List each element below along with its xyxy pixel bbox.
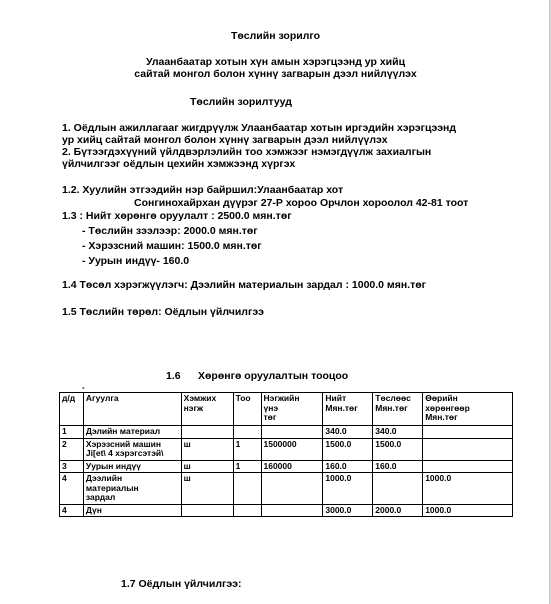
table-header-cell: Нэгжийн үнэ төг	[261, 393, 323, 426]
table-cell: 340.0	[373, 426, 423, 439]
table-cell: ш	[181, 460, 233, 473]
table-cell: ш	[181, 473, 233, 505]
table-cell: 2000.0	[373, 504, 423, 517]
table-row	[60, 426, 513, 439]
location-line-2: Сонгинохайрхан дүүрэг 27-Р хороо Орчлон хороолол 42-81 тоот	[134, 197, 469, 209]
table-cell: Дэлийн материал	[83, 426, 181, 439]
table-cell: 1500.0	[373, 438, 423, 460]
table-cell	[423, 460, 513, 473]
table-cell: 3000.0	[323, 504, 373, 517]
table-cell: ш	[181, 438, 233, 460]
table-cell: Дүн	[83, 504, 181, 517]
task2-line-2: үйлчилгээг оёдлын цехийн хэмжээнд хүргэх	[62, 158, 296, 170]
table-body	[60, 426, 513, 517]
section-1-7: 1.7 Оёдлын үйлчилгээ:	[121, 578, 242, 590]
table-cell: 2	[60, 438, 84, 460]
section-1-5: 1.5 Төслийн төрөл: Оёдлын үйлчилгээ	[62, 306, 264, 318]
table-cell: 1000.0	[323, 473, 373, 505]
table-header-cell: Хэмжих нэгж	[181, 393, 233, 426]
table-cell	[233, 473, 261, 505]
table-cell: 4	[60, 504, 84, 517]
table-cell: 4	[60, 473, 84, 505]
table-cell	[233, 426, 261, 439]
table-cell: 1500000	[261, 438, 323, 460]
table-cell	[261, 473, 323, 505]
table-row	[60, 473, 513, 505]
table-cell	[261, 504, 323, 517]
table-cell: 160.0	[323, 460, 373, 473]
table-cell: Хэрэзсний машин Ji[et\ 4 хэрэгсэтэй\	[83, 438, 181, 460]
goal-line-1: Улаанбаатар хотын хүн амын хэрэгцээнд ур хийц	[145, 56, 406, 68]
table-cell: 1500.0	[323, 438, 373, 460]
table-cell: 160000	[261, 460, 323, 473]
task1-line-1: 1. Оёдлын ажиллагааг жигдрүүлж Улаанбаатар хотын иргэдийн хэрэгцээнд	[62, 122, 457, 134]
table-header-row	[60, 393, 513, 426]
table-header-cell: Нийт Мян.төг	[323, 393, 373, 426]
table-cell: Дээлийн материалын зардал	[83, 473, 181, 505]
goal-line-2: сайтай монгол болон хүннү загварын дээл нийлүүлэх	[134, 68, 417, 80]
table-cell	[261, 426, 323, 439]
table-header-cell: Агуулга	[83, 393, 181, 426]
table-header-cell: Төслөөс Мян.төг	[373, 393, 423, 426]
investment-item: - Төслийн зээлээр: 2000.0 мян.төг	[82, 225, 258, 237]
table-row	[60, 504, 513, 517]
investment-item: - Уурын индүү- 160.0	[82, 255, 190, 267]
table-title: Хөрөнгө оруулалтын тооцоо	[198, 370, 349, 382]
investment-item: - Хэрэзсний машин: 1500.0 мян.төг	[82, 240, 262, 252]
section-1-4: 1.4 Төсөл хэрэгжүүлэгч: Дээлийн материалын зардал : 1000.0 мян.төг	[62, 279, 427, 291]
location-line-1: 1.2. Хуулийн этгээдийн нэр байршил:Улаанбаатар хот	[62, 184, 344, 196]
table-cell: 160.0	[373, 460, 423, 473]
task1-line-2: ур хийц сайтай монгол болон хүннү загварын дээл нийлүүлэх	[62, 134, 388, 146]
task2-line-1: 2. Бүтээгдэхүүний үйлдвэрлэлийн тоо хэмжээг нэмэгдүүлж захиалгын	[62, 146, 432, 158]
table-header-cell: Өөрийн хөрөнгөөр Мян.төг	[423, 393, 513, 426]
table-cell: 1000.0	[423, 473, 513, 505]
table-cell	[181, 426, 233, 439]
table-cell	[423, 438, 513, 460]
heading-tasks: Төслийн зорилтууд	[190, 96, 292, 108]
heading-goal: Төслийн зорилго	[230, 30, 321, 42]
table-cell	[233, 504, 261, 517]
table-title-number: 1.6	[166, 370, 181, 382]
table-cell: 1	[233, 438, 261, 460]
investment-table	[59, 392, 513, 517]
table-cell	[181, 504, 233, 517]
dash-mark: -	[82, 383, 85, 392]
table-cell: Уурын индүү	[83, 460, 181, 473]
table-cell	[423, 426, 513, 439]
table-header-cell: Тоо	[233, 393, 261, 426]
table-cell: 1	[233, 460, 261, 473]
table-cell: 340.0	[323, 426, 373, 439]
table-cell	[373, 473, 423, 505]
table-row	[60, 460, 513, 473]
table-header-cell: д/д	[60, 393, 84, 426]
table-cell: 1000.0	[423, 504, 513, 517]
table-row	[60, 438, 513, 460]
investment-total: 1.3 : Нийт хөрөнгө оруулалт : 2500.0 мян.төг	[62, 210, 292, 222]
table-cell: 1	[60, 426, 84, 439]
table-cell: 3	[60, 460, 84, 473]
